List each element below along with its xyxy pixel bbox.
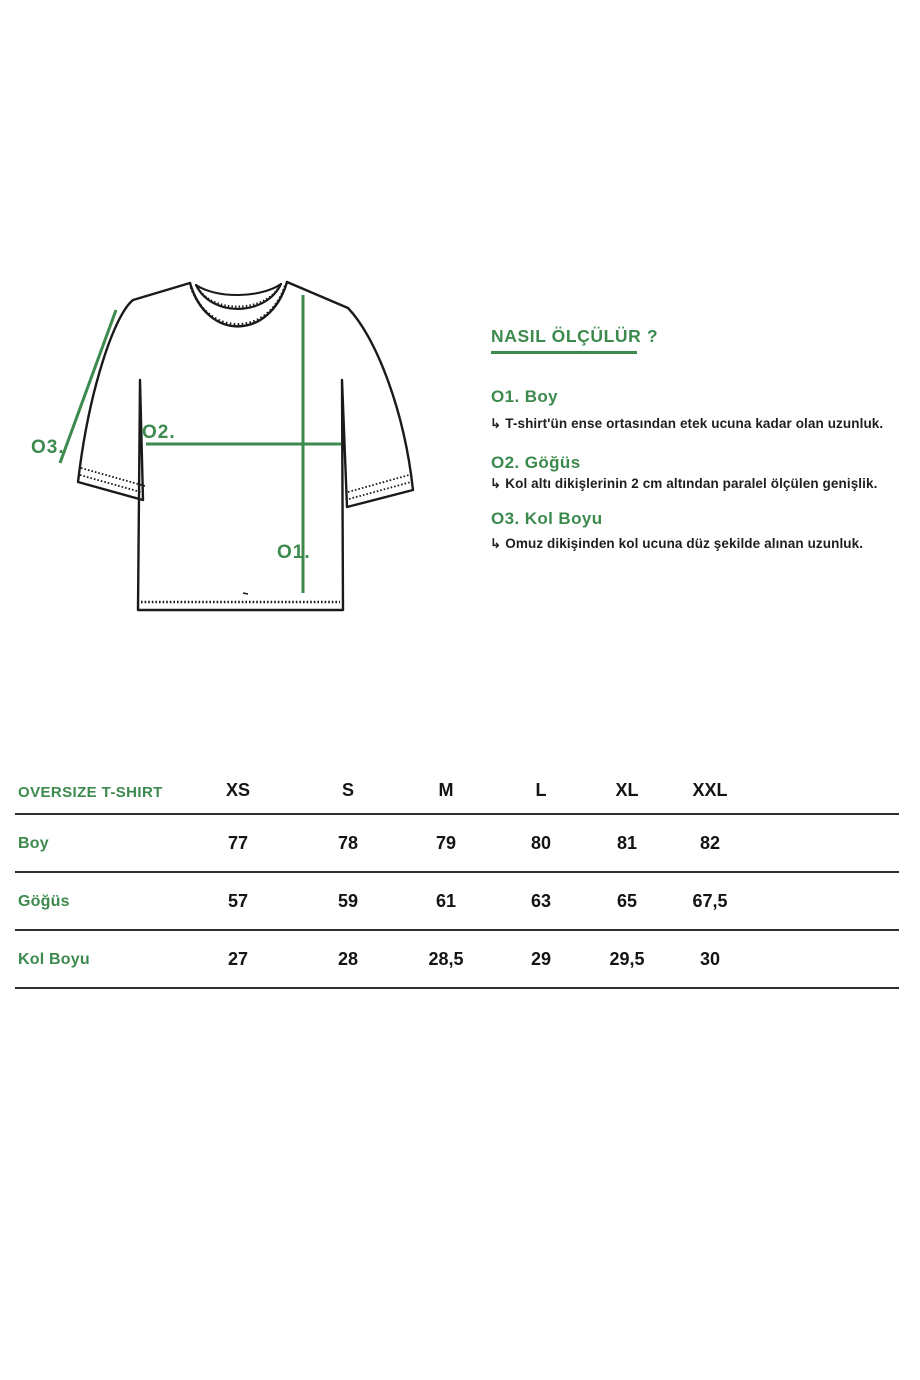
- cell-boy-m: 79: [435, 833, 457, 853]
- cell-gogus-xl: 65: [616, 891, 638, 911]
- cell-boy-xs: 77: [227, 833, 249, 853]
- cell-kol-xs: 27: [227, 949, 249, 969]
- brand-label-mark: [243, 593, 248, 594]
- cell-boy-s: 78: [337, 833, 359, 853]
- size-header-s: S: [341, 780, 355, 800]
- cell-gogus-l: 63: [530, 891, 552, 911]
- guide-title: NASIL ÖLÇÜLÜR ?: [491, 326, 659, 346]
- collar-outer-stitch: [191, 286, 285, 324]
- row-label-kol-boyu: Kol Boyu: [18, 951, 90, 968]
- cell-boy-xxl: 82: [699, 833, 721, 853]
- cell-kol-l: 29: [530, 949, 552, 969]
- cell-kol-s: 28: [337, 949, 359, 969]
- cell-gogus-xs: 57: [227, 891, 249, 911]
- cell-kol-m: 28,5: [428, 949, 464, 969]
- table-divider-3: [15, 929, 899, 931]
- tshirt-outline: [78, 282, 413, 610]
- cell-gogus-s: 59: [337, 891, 359, 911]
- o3-measure-label: O3.: [31, 437, 65, 458]
- right-cuff-stitch: [348, 475, 411, 499]
- row-label-boy: Boy: [18, 835, 49, 852]
- cell-kol-xl: 29,5: [609, 949, 645, 969]
- table-divider-1: [15, 813, 899, 815]
- o1-measure-label: O1.: [277, 542, 311, 563]
- guide-item-1-desc: ↳ T-shirt'ün ense ortasından etek ucuna kadar olan uzunluk.: [490, 416, 884, 431]
- guide-item-1-heading: O1. Boy: [491, 387, 559, 406]
- table-divider-4: [15, 987, 899, 989]
- collar-inner-curve: [196, 284, 281, 309]
- size-header-m: M: [438, 780, 454, 800]
- cell-kol-xxl: 30: [699, 949, 721, 969]
- tshirt-drawing: [45, 258, 430, 618]
- size-header-xxl: XXL: [692, 780, 728, 800]
- collar-back-curve: [196, 284, 281, 295]
- cell-boy-l: 80: [530, 833, 552, 853]
- size-header-xs: XS: [225, 780, 251, 800]
- cell-gogus-m: 61: [435, 891, 457, 911]
- guide-title-underline: [491, 351, 637, 354]
- guide-item-3-desc: ↳ Omuz dikişinden kol ucuna düz şekilde alınan uzunluk.: [490, 536, 864, 551]
- left-cuff-stitch: [80, 468, 145, 493]
- cell-boy-xl: 81: [616, 833, 638, 853]
- guide-item-2-heading: O2. Göğüs: [491, 453, 581, 472]
- cell-gogus-xxl: 67,5: [692, 891, 728, 911]
- o3-measure-line: [60, 310, 116, 463]
- size-header-xl: XL: [615, 780, 639, 800]
- product-name: OVERSIZE T-SHIRT: [18, 784, 163, 801]
- table-divider-2: [15, 871, 899, 873]
- row-label-gogus: Göğüs: [18, 893, 70, 910]
- size-header-l: L: [535, 780, 547, 800]
- guide-item-3-heading: O3. Kol Boyu: [491, 509, 603, 528]
- o2-measure-label: O2.: [142, 422, 176, 443]
- guide-item-2-desc: ↳ Kol altı dikişlerinin 2 cm altından paralel ölçülen genişlik.: [490, 476, 878, 491]
